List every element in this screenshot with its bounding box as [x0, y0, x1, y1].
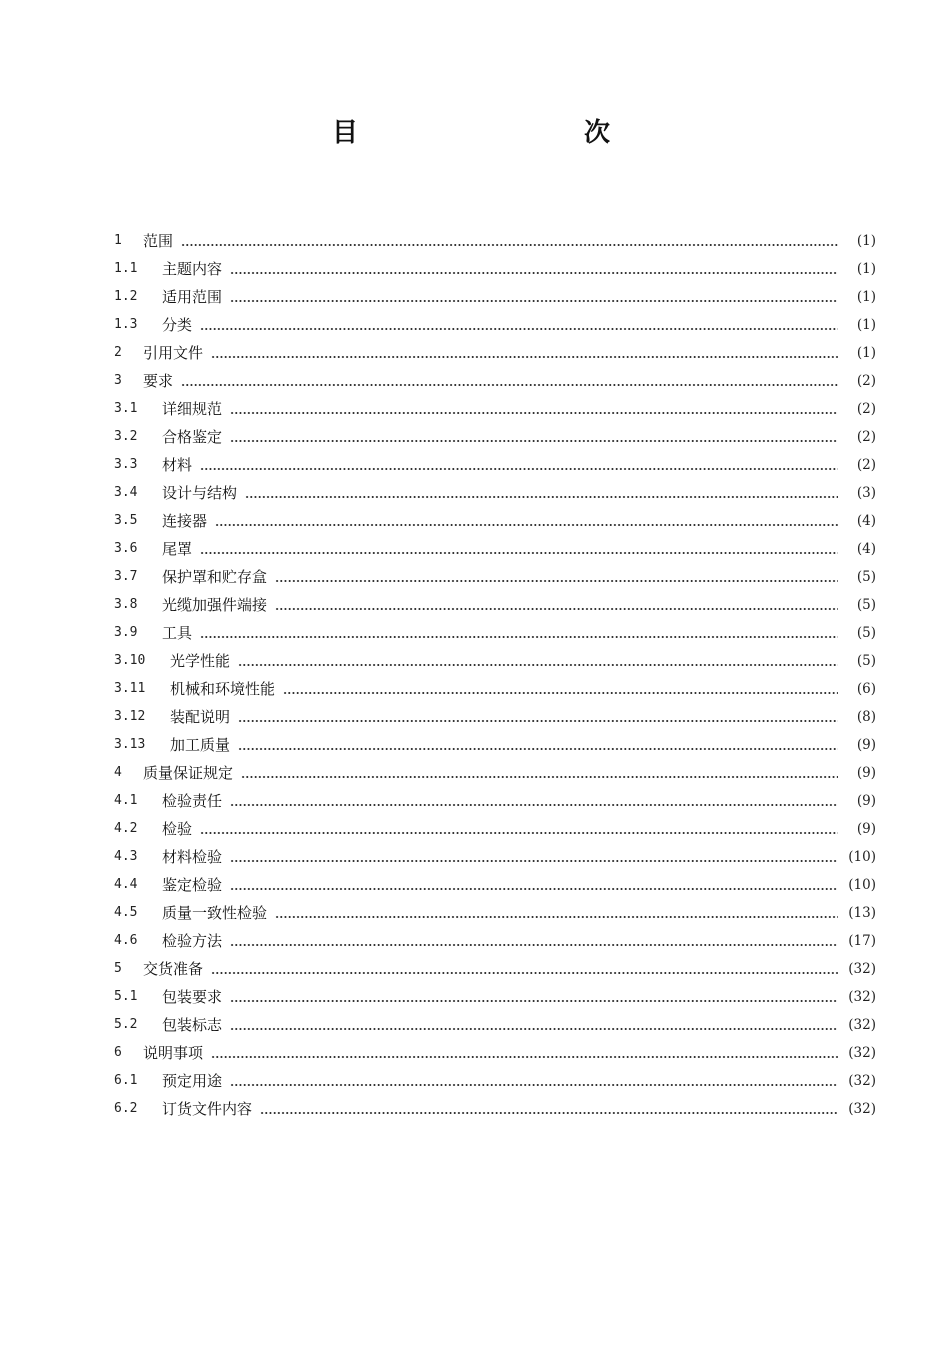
- toc-entry: [114, 983, 876, 1011]
- toc-entry-page: (32): [848, 1017, 876, 1033]
- toc-entry-title: 尾罩: [162, 540, 193, 558]
- toc-entry: [114, 591, 876, 619]
- toc-entry-title: 交货准备: [143, 960, 204, 978]
- toc-dot-leader: [245, 496, 838, 498]
- toc-entry-title: 范围: [143, 232, 174, 250]
- toc-dot-leader: [230, 888, 838, 890]
- toc-entry: [114, 283, 876, 311]
- toc-entry: [114, 731, 876, 759]
- toc-entry: [114, 563, 876, 591]
- toc-entry-title: 详细规范: [162, 400, 223, 418]
- toc-entry: [114, 927, 876, 955]
- toc-entry-number: 1.2: [114, 289, 138, 304]
- toc-entry-title: 说明事项: [143, 1044, 204, 1062]
- toc-dot-leader: [230, 1000, 838, 1002]
- toc-dot-leader: [275, 608, 838, 610]
- toc-entry-page: (9): [856, 793, 876, 809]
- toc-entry-title: 检验: [162, 820, 193, 838]
- toc-entry-title: 适用范围: [162, 288, 223, 306]
- toc-entry-number: 3.7: [114, 569, 138, 584]
- toc-entry-title: 设计与结构: [162, 484, 238, 502]
- toc-entry-title: 质量一致性检验: [162, 904, 268, 922]
- toc-entry-title: 主题内容: [162, 260, 223, 278]
- toc-entry-number: 6.1: [114, 1073, 138, 1088]
- toc-entry: [114, 367, 876, 395]
- toc-entry: [114, 1095, 876, 1123]
- toc-dot-leader: [211, 356, 838, 358]
- toc-entry: [114, 479, 876, 507]
- toc-entry-page: (10): [848, 849, 876, 865]
- page-title: 目 次: [331, 118, 668, 148]
- toc-entry-title: 材料检验: [162, 848, 223, 866]
- toc-dot-leader: [211, 972, 838, 974]
- toc-entry-title: 工具: [162, 624, 193, 642]
- toc-dot-leader: [230, 804, 838, 806]
- toc-entry: [114, 619, 876, 647]
- toc-dot-leader: [200, 832, 838, 834]
- toc-entry-number: 4.5: [114, 905, 138, 920]
- toc-dot-leader: [238, 664, 838, 666]
- toc-entry-page: (13): [848, 905, 876, 921]
- toc-entry: [114, 451, 876, 479]
- toc-entry-title: 检验责任: [162, 792, 223, 810]
- toc-entry-number: 3.9: [114, 625, 138, 640]
- toc-entry-number: 3.12: [114, 709, 146, 724]
- toc-entry: [114, 535, 876, 563]
- toc-entry-number: 6.2: [114, 1101, 138, 1116]
- toc-entry: [114, 759, 876, 787]
- toc-entry-page: (32): [848, 1101, 876, 1117]
- toc-entry-page: (6): [856, 681, 876, 697]
- toc-dot-leader: [230, 944, 838, 946]
- toc-entry: [114, 955, 876, 983]
- toc-dot-leader: [200, 636, 838, 638]
- toc-entry: [114, 339, 876, 367]
- toc-entry-page: (1): [856, 345, 876, 361]
- toc-dot-leader: [230, 412, 838, 414]
- toc-entry-number: 4.3: [114, 849, 138, 864]
- toc-entry-page: (2): [856, 429, 876, 445]
- toc-entry-page: (3): [856, 485, 876, 501]
- toc-entry: [114, 507, 876, 535]
- toc-entry-number: 5: [114, 961, 122, 976]
- toc-dot-leader: [200, 552, 838, 554]
- toc-entry-number: 4: [114, 765, 122, 780]
- toc-entry: [114, 227, 876, 255]
- toc-entry: [114, 1067, 876, 1095]
- toc-entry-title: 鉴定检验: [162, 876, 223, 894]
- toc-entry-page: (5): [856, 597, 876, 613]
- toc-entry-number: 1.1: [114, 261, 138, 276]
- toc-entry-number: 3.3: [114, 457, 138, 472]
- toc-entry: [114, 815, 876, 843]
- toc-dot-leader: [215, 524, 838, 526]
- toc-entry-title: 机械和环境性能: [170, 680, 276, 698]
- toc-entry-number: 2: [114, 345, 122, 360]
- toc-dot-leader: [230, 1084, 838, 1086]
- toc-dot-leader: [230, 1028, 838, 1030]
- toc-dot-leader: [230, 860, 838, 862]
- toc-entry-page: (32): [848, 1045, 876, 1061]
- toc-entry: [114, 311, 876, 339]
- toc-entry-number: 4.6: [114, 933, 138, 948]
- toc-entry-page: (5): [856, 569, 876, 585]
- toc-entry: [114, 395, 876, 423]
- toc-entry-page: (17): [848, 933, 876, 949]
- toc-entry-page: (5): [856, 653, 876, 669]
- toc-entry-number: 3.13: [114, 737, 146, 752]
- toc-entry-title: 包装要求: [162, 988, 223, 1006]
- toc-entry: [114, 703, 876, 731]
- toc-dot-leader: [230, 440, 838, 442]
- toc-entry-page: (1): [856, 289, 876, 305]
- toc-entry-number: 3.4: [114, 485, 138, 500]
- toc-entry: [114, 1011, 876, 1039]
- toc-entry-page: (10): [848, 877, 876, 893]
- toc-entry-number: 1: [114, 233, 122, 248]
- toc-entry-number: 3.5: [114, 513, 138, 528]
- toc-entry: [114, 843, 876, 871]
- toc-dot-leader: [230, 272, 838, 274]
- toc-entry-title: 包装标志: [162, 1016, 223, 1034]
- toc-entry-page: (1): [856, 261, 876, 277]
- toc-dot-leader: [241, 776, 838, 778]
- toc-entry-title: 订货文件内容: [162, 1100, 253, 1118]
- toc-entry: [114, 255, 876, 283]
- toc-entry-number: 4.2: [114, 821, 138, 836]
- toc-entry-number: 4.1: [114, 793, 138, 808]
- toc-entry-page: (2): [856, 373, 876, 389]
- toc-entry-number: 3.11: [114, 681, 146, 696]
- toc-entry-number: 5.2: [114, 1017, 138, 1032]
- toc-entry-page: (5): [856, 625, 876, 641]
- toc-dot-leader: [275, 580, 838, 582]
- toc-dot-leader: [200, 328, 838, 330]
- toc-entry-number: 3.6: [114, 541, 138, 556]
- toc-entry-title: 预定用途: [162, 1072, 223, 1090]
- toc-entry-title: 合格鉴定: [162, 428, 223, 446]
- toc-entry-page: (1): [856, 233, 876, 249]
- toc-entry-title: 要求: [143, 372, 174, 390]
- toc-entry-number: 3.10: [114, 653, 146, 668]
- toc-dot-leader: [211, 1056, 838, 1058]
- toc-dot-leader: [238, 720, 838, 722]
- toc-entry-number: 3.8: [114, 597, 138, 612]
- toc-entry-page: (1): [856, 317, 876, 333]
- toc-entry: [114, 647, 876, 675]
- toc-dot-leader: [181, 244, 838, 246]
- toc-dot-leader: [283, 692, 838, 694]
- toc-entry-number: 1.3: [114, 317, 138, 332]
- toc-dot-leader: [260, 1112, 838, 1114]
- toc-entry-title: 保护罩和贮存盒: [162, 568, 268, 586]
- toc-entry-page: (9): [856, 737, 876, 753]
- toc-entry: [114, 675, 876, 703]
- toc-entry-title: 连接器: [162, 512, 208, 530]
- toc-entry-page: (9): [856, 765, 876, 781]
- toc-dot-leader: [275, 916, 838, 918]
- toc-entry: [114, 871, 876, 899]
- toc-entry-page: (8): [856, 709, 876, 725]
- toc-entry-number: 3.1: [114, 401, 138, 416]
- toc-entry: [114, 423, 876, 451]
- toc-entry-page: (4): [856, 541, 876, 557]
- toc-entry-title: 检验方法: [162, 932, 223, 950]
- toc-entry-page: (4): [856, 513, 876, 529]
- toc-entry-title: 材料: [162, 456, 193, 474]
- toc-dot-leader: [200, 468, 838, 470]
- toc-entry: [114, 1039, 876, 1067]
- toc-entry: [114, 787, 876, 815]
- toc-entry-title: 加工质量: [170, 736, 231, 754]
- toc-entry-number: 5.1: [114, 989, 138, 1004]
- toc-entry-page: (9): [856, 821, 876, 837]
- table-of-contents: [114, 227, 876, 1123]
- toc-entry-number: 3.2: [114, 429, 138, 444]
- toc-entry-title: 光学性能: [170, 652, 231, 670]
- toc-dot-leader: [230, 300, 838, 302]
- toc-entry-page: (2): [856, 457, 876, 473]
- toc-entry-number: 4.4: [114, 877, 138, 892]
- toc-dot-leader: [238, 748, 838, 750]
- toc-entry-page: (32): [848, 961, 876, 977]
- toc-entry-page: (32): [848, 989, 876, 1005]
- toc-entry-title: 装配说明: [170, 708, 231, 726]
- toc-entry-title: 质量保证规定: [143, 764, 234, 782]
- toc-entry: [114, 899, 876, 927]
- toc-entry-page: (2): [856, 401, 876, 417]
- toc-entry-title: 引用文件: [143, 344, 204, 362]
- toc-entry-number: 6: [114, 1045, 122, 1060]
- toc-entry-title: 分类: [162, 316, 193, 334]
- toc-dot-leader: [181, 384, 838, 386]
- toc-entry-number: 3: [114, 373, 122, 388]
- toc-entry-title: 光缆加强件端接: [162, 596, 268, 614]
- toc-entry-page: (32): [848, 1073, 876, 1089]
